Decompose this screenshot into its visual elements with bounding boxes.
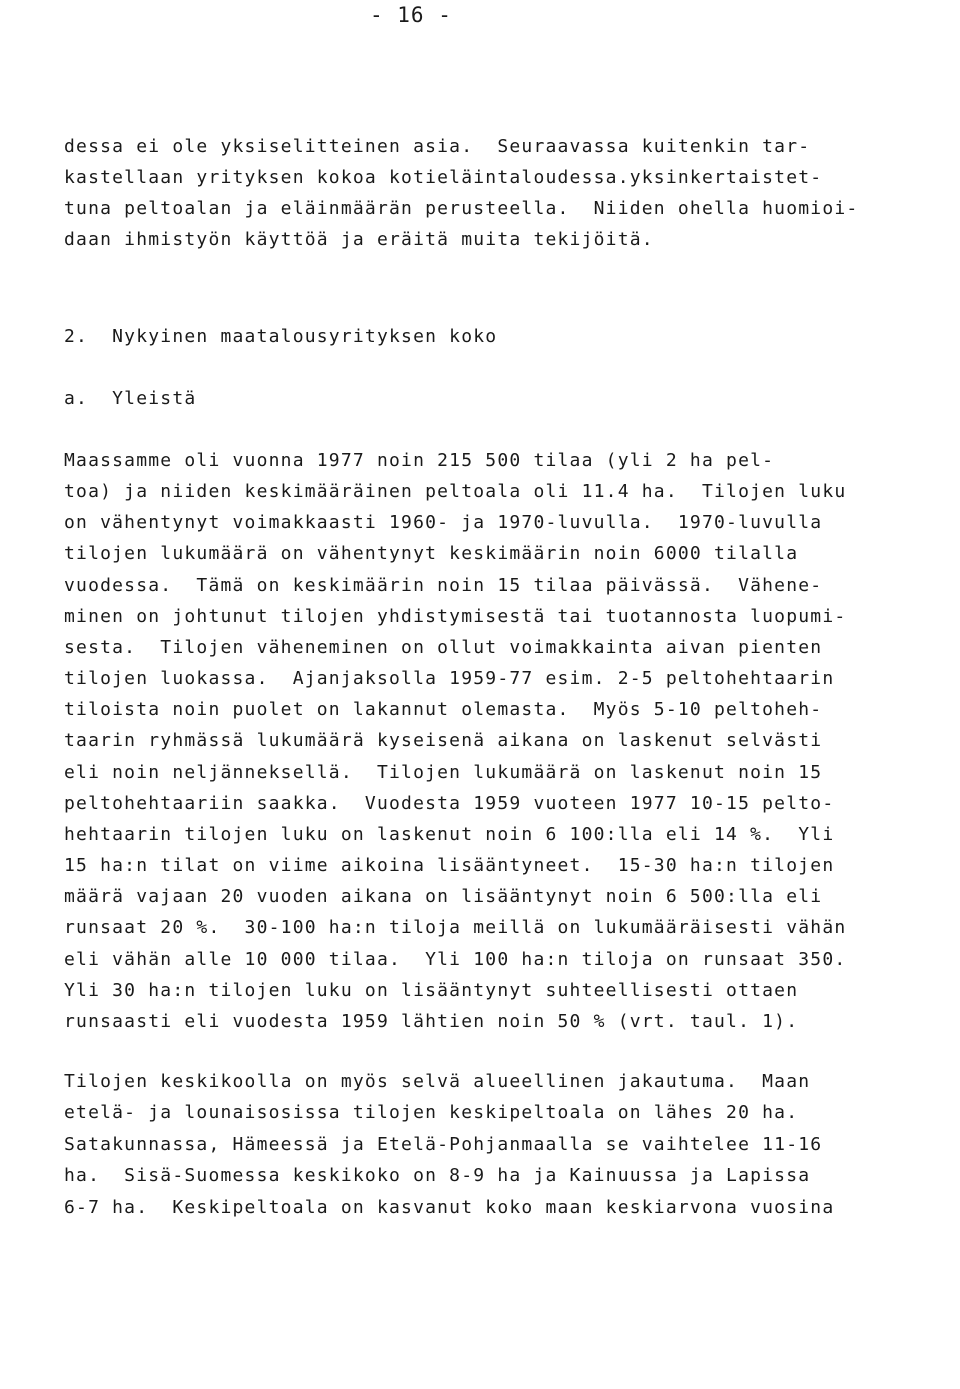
main-paragraph	[64, 445, 904, 1037]
text-line: peltohehtaariin saakka. Vuodesta 1959 vuoteen 1977 10-15 pelto-	[64, 792, 835, 814]
text-line: toa) ja niiden keskimääräinen peltoala oli 11.4 ha. Tilojen luku	[64, 481, 847, 503]
text-line: 15 ha:n tilat on viime aikoina lisääntyneet. 15-30 ha:n tilojen	[64, 855, 835, 877]
text-line: dessa ei ole yksiselitteinen asia. Seuraavassa kuitenkin tar-	[64, 136, 811, 157]
text-line: eli vähän alle 10 000 tilaa. Yli 100 ha:n tiloja on runsaat 350.	[64, 948, 847, 970]
text-line: runsaat 20 %. 30-100 ha:n tiloja meillä on lukumääräisesti vähän	[64, 917, 847, 939]
text-line: taarin ryhmässä lukumäärä kyseisenä aikana on laskenut selvästi	[64, 730, 823, 752]
text-line: tilojen luokassa. Ajanjaksolla 1959-77 esim. 2-5 peltohehtaarin	[64, 668, 835, 690]
section-heading: 2. Nykyinen maatalousyrityksen koko	[64, 326, 498, 347]
text-line: määrä vajaan 20 vuoden aikana on lisääntynyt noin 6 500:lla eli	[64, 886, 823, 908]
text-line: tilojen lukumäärä on vähentynyt keskimäärin noin 6000 tilalla	[64, 543, 799, 565]
text-line: tiloista noin puolet on lakannut olemasta. Myös 5-10 peltoheh-	[64, 699, 823, 721]
text-line: ha. Sisä-Suomessa keskikoko on 8-9 ha ja Kainuussa ja Lapissa	[64, 1165, 811, 1187]
text-line: vuodessa. Tämä on keskimäärin noin 15 tilaa päivässä. Vähene-	[64, 574, 823, 596]
text-line: kastellaan yrityksen kokoa kotieläintaloudessa.yksinkertaistet-	[64, 167, 823, 188]
text-line: hehtaarin tilojen luku on laskenut noin 6 100:lla eli 14 %. Yli	[64, 823, 835, 845]
text-line: daan ihmistyön käyttöä ja eräitä muita tekijöitä.	[64, 229, 654, 250]
text-line: tuna peltoalan ja eläinmäärän perusteella. Niiden ohella huomioi-	[64, 198, 859, 219]
text-line: Yli 30 ha:n tilojen luku on lisääntynyt suhteellisesti ottaen	[64, 979, 799, 1001]
text-line: eli noin neljänneksellä. Tilojen lukumäärä on laskenut noin 15	[64, 761, 823, 783]
intro-paragraph	[64, 131, 904, 255]
page-number: - 16 -	[370, 3, 452, 27]
text-line: Tilojen keskikoolla on myös selvä alueellinen jakautuma. Maan	[64, 1071, 811, 1092]
text-line: on vähentynyt voimakkaasti 1960- ja 1970-luvulla. 1970-luvulla	[64, 512, 823, 534]
regional-paragraph	[64, 1066, 904, 1223]
text-line: Satakunnassa, Hämeessä ja Etelä-Pohjanmaalla se vaihtelee 11-16	[64, 1133, 823, 1155]
text-line: etelä- ja lounaisosissa tilojen keskipeltoala on lähes 20 ha.	[64, 1102, 799, 1124]
subsection-heading: a. Yleistä	[64, 388, 197, 409]
text-line: sesta. Tilojen väheneminen on ollut voimakkainta aivan pienten	[64, 636, 823, 658]
text-line: runsaasti eli vuodesta 1959 lähtien noin 50 % (vrt. taul. 1).	[64, 1010, 799, 1032]
text-line: minen on johtunut tilojen yhdistymisestä tai tuotannosta luopumi-	[64, 605, 847, 627]
text-line: Maassamme oli vuonna 1977 noin 215 500 tilaa (yli 2 ha pel-	[64, 450, 775, 471]
text-line: 6-7 ha. Keskipeltoala on kasvanut koko maan keskiarvona vuosina	[64, 1196, 835, 1218]
